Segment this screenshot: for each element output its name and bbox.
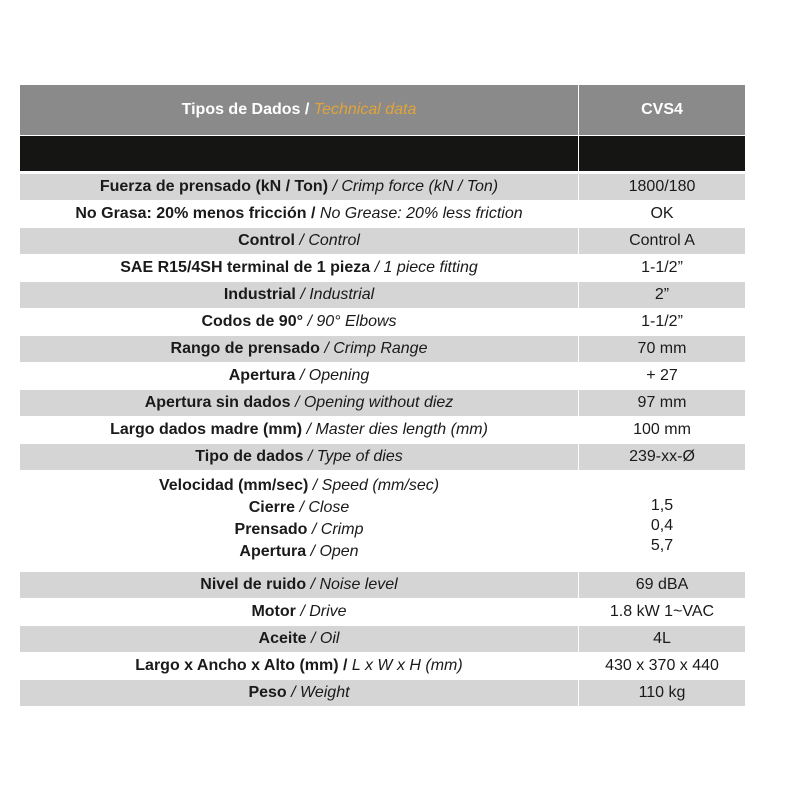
table-row: Rango de prensado / Crimp Range 70 mm bbox=[20, 336, 745, 362]
value-cell: 97 mm bbox=[579, 390, 745, 416]
speed-values: 1,5 0,4 5,7 bbox=[650, 497, 674, 554]
value-cell: OK bbox=[650, 205, 674, 222]
header-title-en: Technical data bbox=[313, 101, 417, 118]
speed-labels: Velocidad (mm/sec) / Speed (mm/sec) Cierre / Close Prensado / Crimp Apertura / Open bbox=[158, 477, 440, 560]
table-row: Apertura sin dados / Opening without diez 97 mm bbox=[20, 390, 745, 416]
value-cell: 2” bbox=[579, 282, 745, 308]
header-model: CVS4 bbox=[579, 85, 745, 135]
speed-row bbox=[20, 471, 745, 571]
table-row: Tipo de dados / Type of dies 239-xx-Ø bbox=[20, 444, 745, 470]
value-cell: 110 kg bbox=[579, 680, 745, 706]
technical-data-table bbox=[20, 85, 745, 706]
table-row: Industrial / Industrial 2” bbox=[20, 282, 745, 308]
value-cell: 69 dBA bbox=[579, 572, 745, 598]
table-row: Nivel de ruido / Noise level 69 dBA bbox=[20, 572, 745, 598]
value-cell: 1800/180 bbox=[579, 174, 745, 200]
value-cell: 100 mm bbox=[633, 421, 691, 438]
value-cell: 1.8 kW 1~VAC bbox=[609, 603, 715, 620]
table-header bbox=[20, 85, 745, 135]
value-cell: 430 x 370 x 440 bbox=[605, 657, 719, 674]
value-cell: 239-xx-Ø bbox=[579, 444, 745, 470]
table-row: Largo dados madre (mm) / Master dies length (mm) 100 mm bbox=[20, 417, 745, 443]
value-cell: 1-1/2” bbox=[641, 259, 683, 276]
table-row: Peso / Weight 110 kg bbox=[20, 680, 745, 706]
value-cell: 4L bbox=[579, 626, 745, 652]
table-row: Fuerza de prensado (kN / Ton) / Crimp force (kN / Ton) 1800/180 bbox=[20, 174, 745, 200]
table-row: Aceite / Oil 4L bbox=[20, 626, 745, 652]
table-row: Apertura / Opening + 27 bbox=[20, 363, 745, 389]
value-cell: 1-1/2” bbox=[641, 313, 683, 330]
value-cell: + 27 bbox=[646, 367, 678, 384]
header-title-es: Tipos de Dados / bbox=[181, 101, 310, 118]
table-row: Motor / Drive 1.8 kW 1~VAC bbox=[20, 599, 745, 625]
table-row: No Grasa: 20% menos fricción / No Grease: 20% less friction OK bbox=[20, 201, 745, 227]
table-row: Codos de 90° / 90° Elbows 1-1/2” bbox=[20, 309, 745, 335]
table-row: Control / Control Control A bbox=[20, 228, 745, 254]
table-row: Largo x Ancho x Alto (mm) / L x W x H (mm) 430 x 370 x 440 bbox=[20, 653, 745, 679]
value-cell: 70 mm bbox=[579, 336, 745, 362]
value-cell: Control A bbox=[579, 228, 745, 254]
table-row: SAE R15/4SH terminal de 1 pieza / 1 piece fitting 1-1/2” bbox=[20, 255, 745, 281]
black-band bbox=[20, 136, 745, 171]
header-title-cell bbox=[20, 85, 578, 135]
